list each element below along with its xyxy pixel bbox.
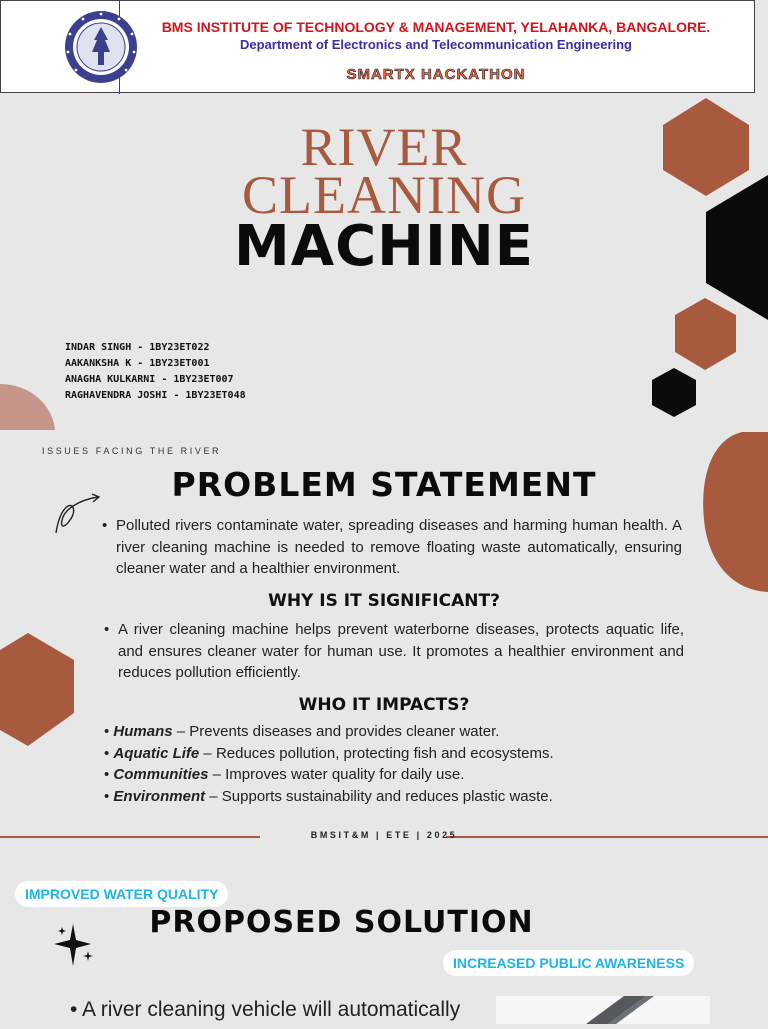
impact-desc: – Prevents diseases and provides cleaner water.: [172, 723, 500, 740]
impact-term: Humans: [113, 723, 173, 740]
tag-public-awareness: INCREASED PUBLIC AWARENESS: [443, 950, 694, 976]
member-item: INDAR SINGH - 1BY23ET022: [65, 342, 210, 353]
title-line-machine: MACHINE: [234, 214, 534, 279]
impact-term: Environment: [113, 787, 206, 805]
impacts-list: [104, 721, 554, 807]
title-line-river: RIVER: [300, 117, 468, 177]
department-name: Department of Electronics and Telecommunication Engineering: [240, 37, 632, 52]
tag-improved-water-quality: IMPROVED WATER QUALITY: [15, 881, 228, 907]
member-item: RAGHAVENDRA JOSHI - 1BY23ET048: [65, 390, 246, 401]
hexagon-black-small: [652, 368, 696, 417]
impact-item: • Communities – Improves water quality for daily use.: [104, 766, 465, 784]
significance-text: • A river cleaning machine helps prevent waterborne diseases, protects aquatic life, and ensures cleaner water for human use. It promotes a healthier environment and reduces pollution efficiently.: [118, 619, 684, 684]
impact-term: Communities: [113, 766, 209, 784]
member-item: AAKANKSHA K - 1BY23ET001: [65, 358, 210, 369]
solution-text: • A river cleaning vehicle will automatically: [70, 998, 461, 1021]
quarter-circle-peach: [0, 384, 55, 430]
impact-item: • Humans – Prevents diseases and provides cleaner water.: [104, 723, 500, 740]
hexagon-rust-left: [0, 633, 74, 746]
solution-heading: PROPOSED SOLUTION: [149, 905, 534, 940]
impact-item: • Environment – Supports sustainability and reduces plastic waste.: [104, 787, 553, 805]
title-line-cleaning: CLEANING: [242, 165, 526, 225]
blob-rust-right: [703, 432, 768, 592]
team-members: [65, 340, 246, 404]
impact-term: Aquatic Life: [113, 744, 200, 762]
machine-image-graphic: [496, 996, 710, 1024]
impact-desc: – Reduces pollution, protecting fish and ecosystems.: [199, 744, 554, 762]
problem-heading: PROBLEM STATEMENT: [171, 465, 597, 504]
member-item: ANAGHA KULKARNI - 1BY23ET007: [65, 374, 234, 385]
significance-heading: WHY IS IT SIGNIFICANT?: [268, 591, 500, 611]
impact-desc: – Supports sustainability and reduces plastic waste.: [205, 787, 553, 805]
institute-logo: [64, 10, 138, 84]
machine-image: [496, 996, 710, 1024]
section-kicker: ISSUES FACING THE RIVER: [42, 446, 222, 456]
institute-name: BMS INSTITUTE OF TECHNOLOGY & MANAGEMENT, YELAHANKA, BANGALORE.: [161, 19, 711, 35]
impacts-heading: WHO IT IMPACTS?: [298, 695, 470, 715]
problem-text: • Polluted rivers contaminate water, spreading diseases and harming human health. A river cleaning machine is needed to remove floating waste automatically, ensuring cleaner water and a healthier environment.: [116, 515, 682, 580]
hexagon-rust-small: [675, 298, 736, 370]
footer-text: BMSIT&M | ETE | 2025: [310, 830, 458, 840]
impact-item: • Aquatic Life – Reduces pollution, protecting fish and ecosystems.: [104, 744, 554, 762]
solution-text-content: A river cleaning vehicle will automatically: [82, 998, 461, 1021]
impact-desc: – Improves water quality for daily use.: [208, 766, 465, 784]
event-name: SMARTX HACKATHON: [346, 66, 526, 83]
